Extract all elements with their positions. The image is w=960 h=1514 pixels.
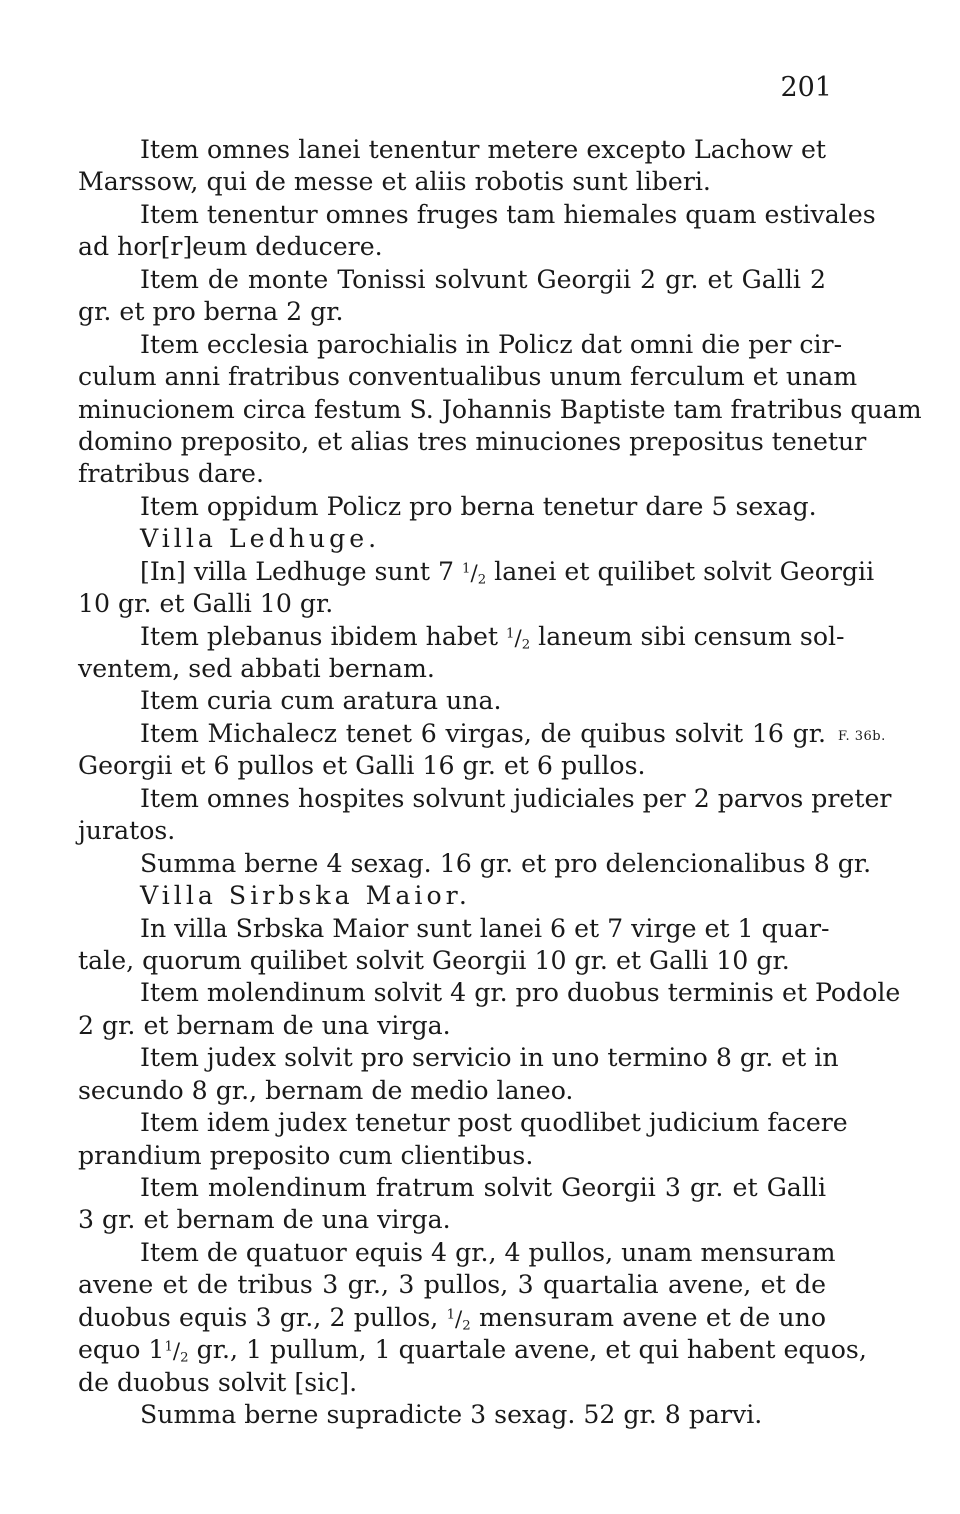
fraction-denominator: 2 xyxy=(477,572,487,587)
text-line: 3 gr. et bernam de una virga. xyxy=(78,1205,451,1235)
line-text: duobus equis 3 gr., 2 pullos, xyxy=(78,1302,447,1332)
fraction-numerator: 1 xyxy=(164,1339,173,1355)
text-line: tale, quorum quilibet solvit Georgii 10 gr. et Galli 10 gr. xyxy=(78,945,790,975)
text-line: minucionem circa festum S. Johannis Baptiste tam fratribus quam xyxy=(78,394,922,424)
line-text: [In] villa Ledhuge sunt 7 xyxy=(140,556,463,586)
text-line xyxy=(78,1302,826,1334)
section-heading: Villa Sirbska Maior. xyxy=(140,881,471,911)
text-line: Summa berne 4 sexag. 16 gr. et pro delencionalibus 8 gr. xyxy=(140,848,872,878)
line-text: gr., 1 pullum, 1 quartale avene, et qui habent equos, xyxy=(188,1335,867,1365)
fraction-denominator: 2 xyxy=(521,636,531,652)
fraction-one-half: $^1/_2$ xyxy=(506,625,531,652)
line-text: equo 1 xyxy=(78,1335,165,1365)
text-line: secundo 8 gr., bernam de medio laneo. xyxy=(78,1075,574,1105)
text-line: Summa berne supradicte 3 sexag. 52 gr. 8 parvi. xyxy=(140,1400,763,1430)
text-line xyxy=(78,556,875,588)
text-line: Item molendinum fratrum solvit Georgii 3 gr. et Galli xyxy=(140,1173,826,1202)
text-line xyxy=(78,621,845,653)
line-text: mensuram avene et de uno xyxy=(470,1302,827,1332)
text-line: culum anni fratribus conventualibus unum ferculum et unam xyxy=(78,362,858,392)
text-line: juratos. xyxy=(78,816,176,846)
text-line: Item judex solvit pro servicio in uno termino 8 gr. et in xyxy=(140,1043,839,1073)
text-line: avene et de tribus 3 gr., 3 pullos, 3 quartalia avene, et de xyxy=(78,1270,826,1300)
text-line: ad hor[r]eum deducere. xyxy=(78,232,383,262)
text-line: Item de monte Tonissi solvunt Georgii 2 gr. et Galli 2 xyxy=(140,264,826,294)
text-line: prandium preposito cum clientibus. xyxy=(78,1140,534,1170)
text-line: de duobus solvit [sic]. xyxy=(78,1367,358,1397)
text-line: Georgii et 6 pullos et Galli 16 gr. et 6 pullos. xyxy=(78,751,646,781)
text-line: Item Michalecz tenet 6 virgas, de quibus solvit 16 gr. xyxy=(140,718,826,748)
fraction-denominator: 2 xyxy=(180,1350,189,1366)
text-line: Item omnes lanei tenentur metere excepto Lachow et xyxy=(140,135,826,164)
line-text: lanei et quilibet solvit Georgii xyxy=(486,556,875,586)
fraction-numerator: 1 xyxy=(462,561,471,577)
page-number: 201 xyxy=(780,72,832,103)
fraction-numerator: 1 xyxy=(446,1307,456,1323)
fraction-one-half: $^1/_2$ xyxy=(164,1339,189,1366)
line-text: Item plebanus ibidem habet xyxy=(140,621,507,651)
text-line: Item de quatuor equis 4 gr., 4 pullos, unam mensuram xyxy=(140,1237,836,1267)
text-line: ventem, sed abbati bernam. xyxy=(78,654,435,683)
text-line: domino preposito, et alias tres minuciones prepositus tenetur xyxy=(78,426,867,456)
text-line: Item idem judex tenetur post quodlibet judicium facere xyxy=(140,1108,848,1138)
margin-note-folio: F. 36b. xyxy=(838,729,886,744)
text-line: 10 gr. et Galli 10 gr. xyxy=(78,589,334,619)
text-line: Item omnes hospites solvunt judiciales per 2 parvos preter xyxy=(140,783,892,813)
fraction-numerator: 1 xyxy=(506,626,515,642)
text-line: 2 gr. et bernam de una virga. xyxy=(78,1010,451,1040)
text-line: fratribus dare. xyxy=(78,459,264,489)
text-line: gr. et pro berna 2 gr. xyxy=(78,297,344,327)
text-line: Marssow, qui de messe et aliis robotis sunt liberi. xyxy=(78,167,711,197)
text-line: Item oppidum Policz pro berna tenetur dare 5 sexag. xyxy=(140,491,817,521)
text-line: Item ecclesia parochialis in Policz dat omni die per cir- xyxy=(140,329,843,359)
fraction-one-half: $^1/_2$ xyxy=(462,560,487,587)
text-line: Item tenentur omnes fruges tam hiemales quam estivales xyxy=(140,199,876,229)
section-heading: Villa Ledhuge. xyxy=(140,524,381,554)
fraction-denominator: 2 xyxy=(462,1318,471,1334)
text-line: In villa Srbska Maior sunt lanei 6 et 7 virge et 1 quar- xyxy=(140,913,830,943)
text-line: Item curia cum aratura una. xyxy=(140,686,502,716)
fraction-one-half: $^1/_2$ xyxy=(446,1306,471,1334)
text-line xyxy=(78,1334,867,1366)
line-text: laneum sibi censum sol- xyxy=(530,621,845,651)
text-line: Item molendinum solvit 4 gr. pro duobus terminis et Podole xyxy=(140,978,901,1008)
